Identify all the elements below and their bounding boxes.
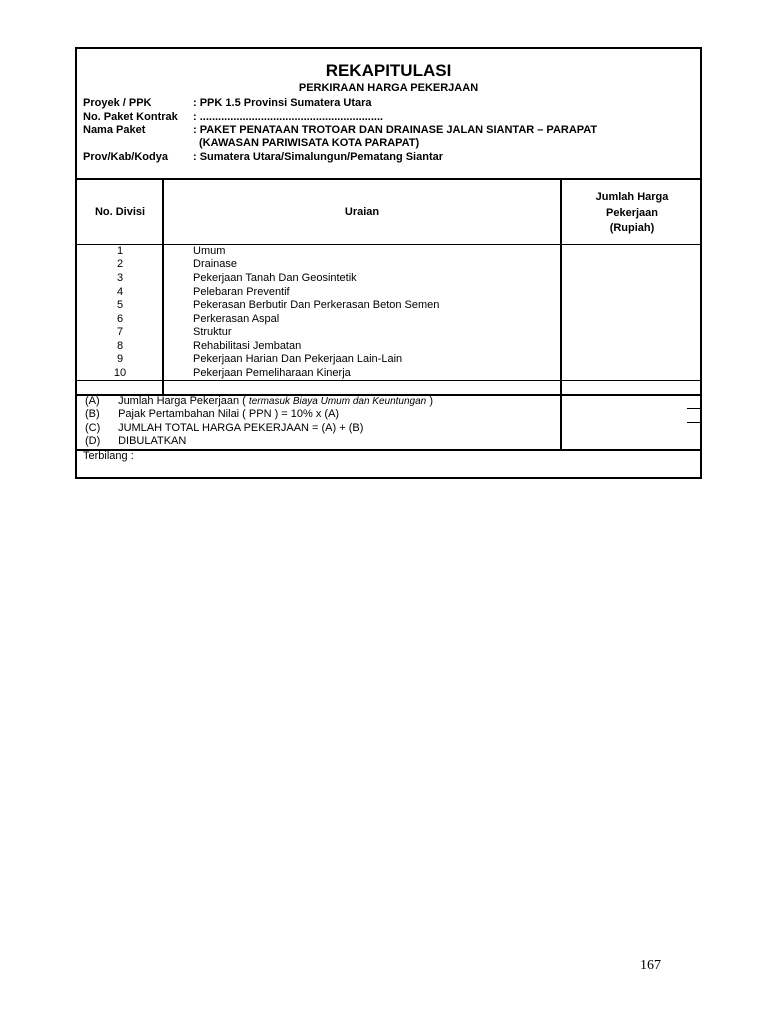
- summary-bottom-rule: [77, 449, 700, 451]
- table-row: [77, 313, 700, 326]
- table-row: [77, 326, 700, 339]
- row-number: 8: [116, 340, 124, 352]
- summary-code: (D): [85, 435, 101, 447]
- col-header-amount-3: (Rupiah): [609, 222, 655, 234]
- table-row: [77, 245, 700, 258]
- summary-b: [85, 408, 339, 421]
- info-label: Proyek / PPK: [83, 97, 152, 109]
- row-description: Umum: [193, 245, 226, 257]
- info-label: Prov/Kab/Kodya: [83, 151, 168, 163]
- info-value: : ............................................................: [193, 111, 384, 123]
- terbilang-label: Terbilang :: [83, 450, 134, 462]
- info-value: : PPK 1.5 Provinsi Sumatera Utara: [193, 97, 372, 109]
- summary-code: (A): [85, 395, 100, 407]
- row-number: 7: [116, 326, 124, 338]
- summary-text: JUMLAH TOTAL HARGA PEKERJAAN = (A) + (B): [118, 422, 364, 434]
- row-description: Pekerjaan Pemeliharaan Kinerja: [193, 367, 351, 379]
- summary-note: termasuk Biaya Umum dan Keuntungan: [248, 396, 427, 407]
- summary-code: (C): [85, 422, 101, 434]
- summary-close: ): [429, 395, 433, 407]
- table-row: [77, 286, 700, 299]
- summary-d: [85, 435, 186, 448]
- info-value: (KAWASAN PARIWISATA KOTA PARAPAT): [199, 137, 420, 149]
- summary-c: [85, 422, 363, 435]
- info-label: No. Paket Kontrak: [83, 111, 178, 123]
- row-number: 1: [116, 245, 124, 257]
- summary-a: [85, 395, 433, 408]
- info-label: Nama Paket: [83, 124, 146, 136]
- page-subtitle: PERKIRAAN HARGA PEKERJAAN: [298, 82, 479, 94]
- table-row: [77, 353, 700, 366]
- col-header-desc: Uraian: [344, 206, 380, 218]
- row-number: 2: [116, 258, 124, 270]
- table-row: [77, 299, 700, 312]
- table-row: [77, 272, 700, 285]
- page-number: 167: [640, 958, 661, 973]
- row-description: Drainase: [193, 258, 238, 270]
- info-value: : Sumatera Utara/Simalungun/Pematang Siantar: [193, 151, 444, 163]
- row-number: 9: [116, 353, 124, 365]
- row-number: 5: [116, 299, 124, 311]
- summary-text: DIBULATKAN: [118, 435, 187, 447]
- summary-text: Jumlah Harga Pekerjaan (: [118, 395, 246, 407]
- row-description: Struktur: [193, 326, 232, 338]
- summary-dash: [687, 422, 701, 423]
- table-row: [77, 367, 700, 380]
- table-row: [77, 340, 700, 353]
- col-header-amount-2: Pekerjaan: [606, 207, 658, 219]
- row-description: Pelebaran Preventif: [193, 286, 290, 298]
- summary-text: Pajak Pertambahan Nilai ( PPN ) = 10% x (A): [118, 408, 340, 420]
- summary-dash: [687, 408, 701, 409]
- row-description: Perkerasan Aspal: [193, 313, 280, 325]
- row-number: 3: [116, 272, 124, 284]
- info-value: : PAKET PENATAAN TROTOAR DAN DRAINASE JALAN SIANTAR – PARAPAT: [193, 124, 598, 136]
- row-description: Pekerjaan Tanah Dan Geosintetik: [193, 272, 357, 284]
- col-header-amount-1: Jumlah Harga: [595, 191, 669, 203]
- row-description: Rehabilitasi Jembatan: [193, 340, 302, 352]
- row-description: Pekerasan Berbutir Dan Perkerasan Beton Semen: [193, 299, 440, 311]
- row-number: 6: [116, 313, 124, 325]
- row-number: 4: [116, 286, 124, 298]
- table-row: [77, 258, 700, 271]
- table-top-rule: [77, 178, 700, 180]
- rows-bottom-rule: [77, 380, 700, 381]
- recap-form: [75, 47, 702, 479]
- row-description: Pekerjaan Harian Dan Pekerjaan Lain-Lain: [193, 353, 403, 365]
- col-header-no: No. Divisi: [94, 206, 146, 218]
- row-number: 10: [113, 367, 127, 379]
- page-title: REKAPITULASI: [325, 61, 452, 80]
- summary-code: (B): [85, 408, 100, 420]
